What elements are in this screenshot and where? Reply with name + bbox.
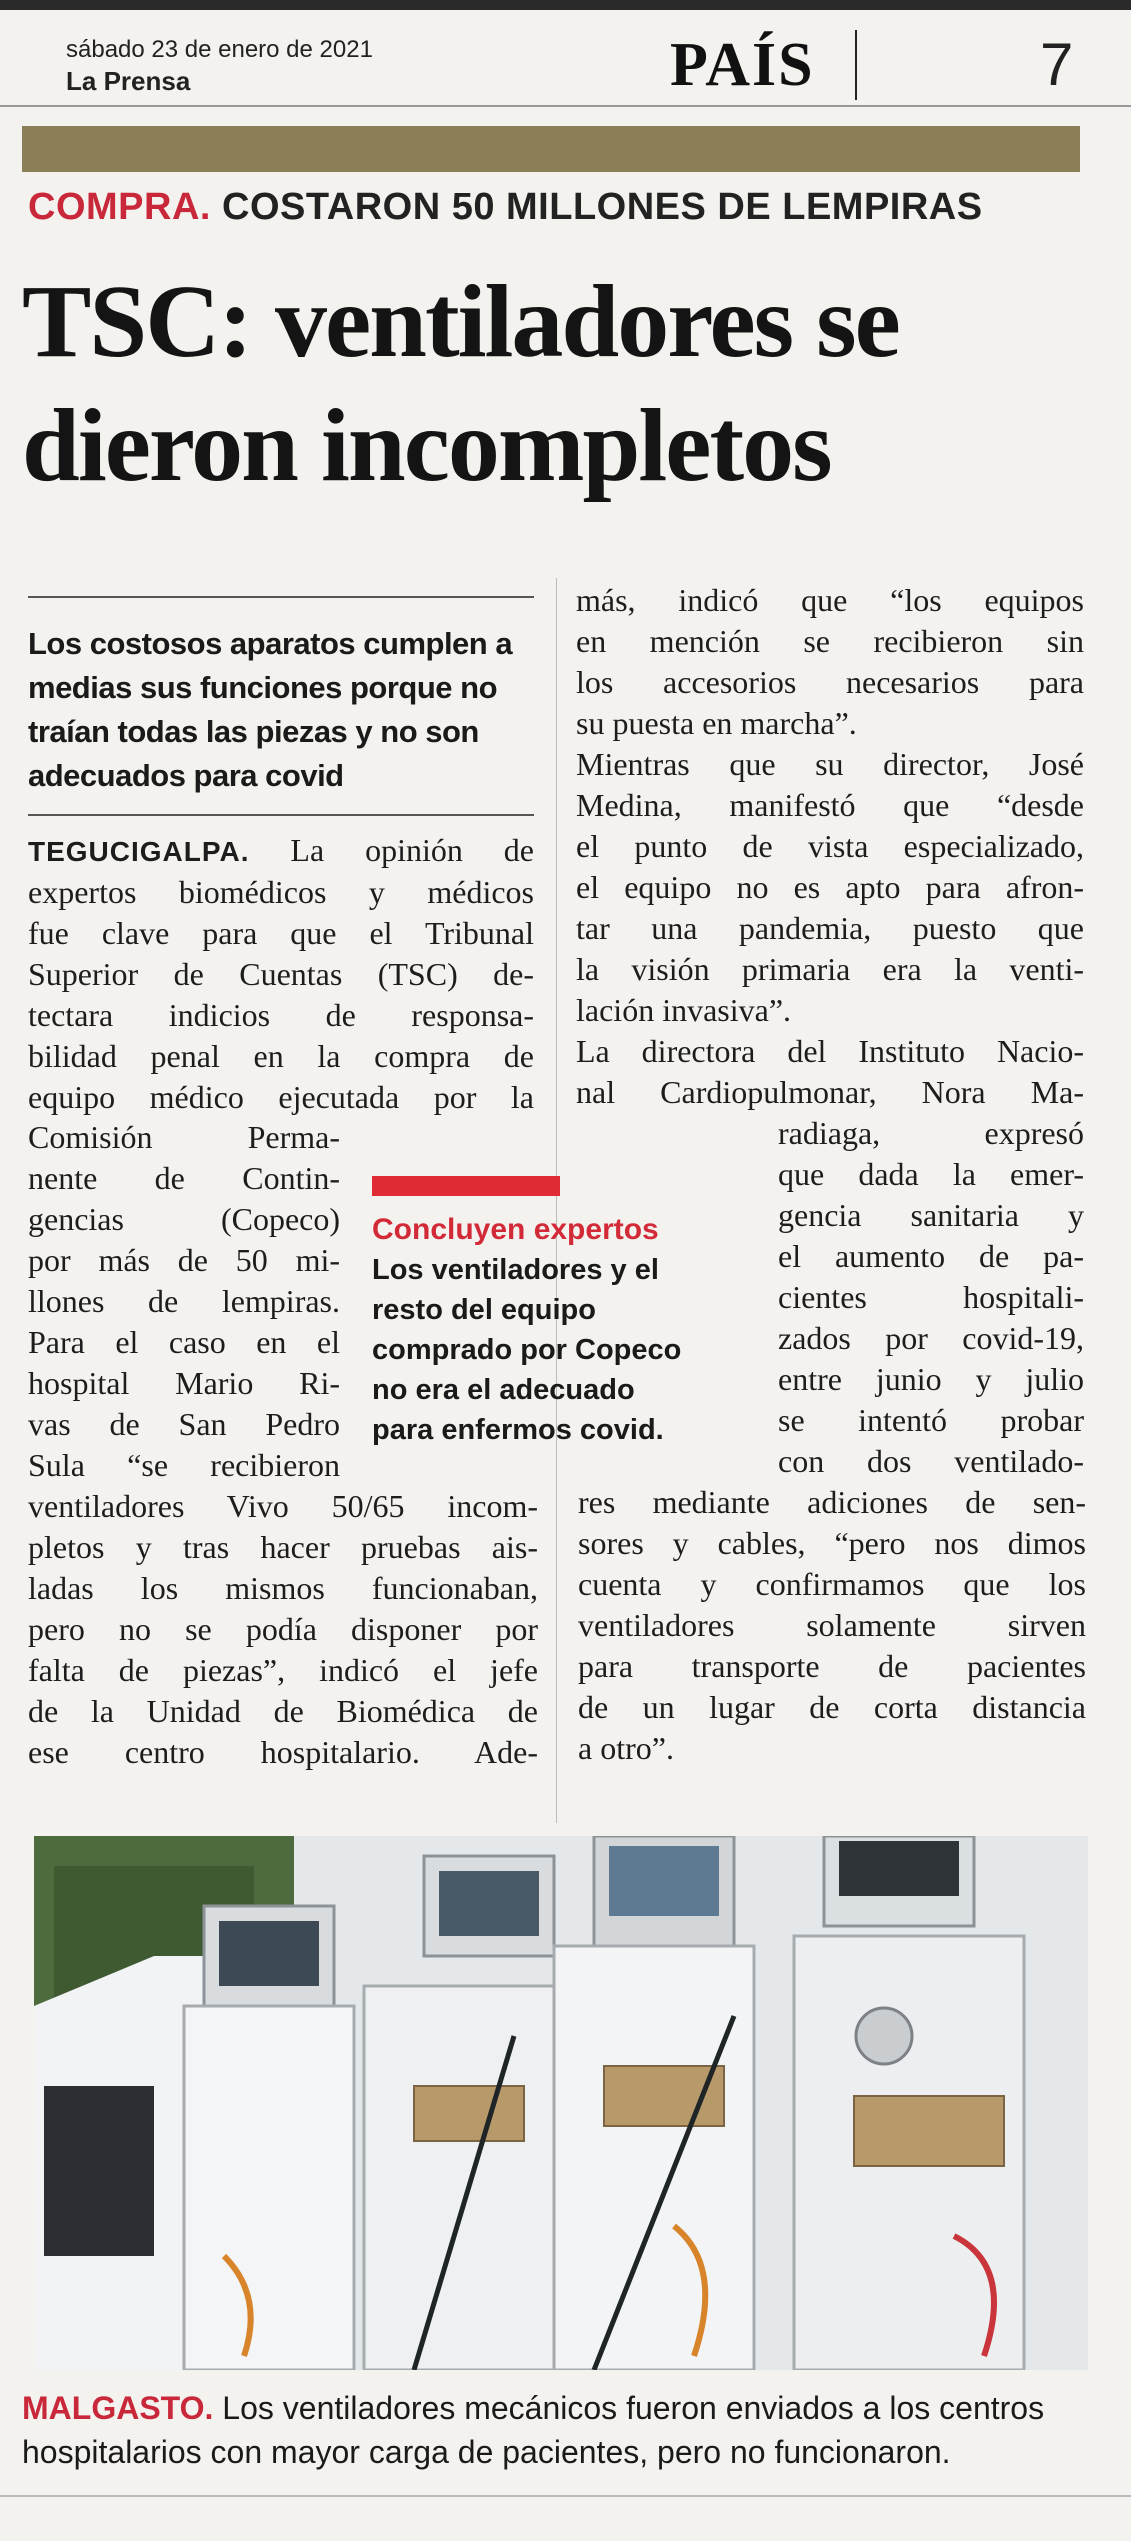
- kicker-text: COSTARON 50 MILLONES DE LEMPIRAS: [222, 186, 983, 228]
- body-line: expertos biomédicos y médicos: [28, 874, 534, 910]
- page-number: 7: [1040, 31, 1074, 98]
- body-line: falta de piezas”, indicó el jefe: [28, 1652, 538, 1688]
- section-title: PAÍS: [670, 31, 815, 99]
- body-line: nente de Contin-: [28, 1160, 340, 1196]
- body-line: el aumento de pa-: [778, 1238, 1084, 1274]
- body-line: La opinión de: [249, 832, 534, 868]
- deck-rule-bottom: [28, 814, 534, 816]
- body-column-2-bottom: [578, 1482, 1086, 1769]
- body-line: se intentó probar: [778, 1402, 1084, 1438]
- section-divider: [855, 30, 857, 100]
- pull-quote-bar: [372, 1176, 560, 1196]
- body-line: tectara indicios de responsa-: [28, 997, 534, 1033]
- photo-caption: [22, 2386, 1112, 2474]
- body-line: por más de 50 mi-: [28, 1242, 340, 1278]
- body-line: Superior de Cuentas (TSC) de-: [28, 956, 534, 992]
- body-line: La directora del Instituto Nacio-: [576, 1033, 1084, 1069]
- headline: [22, 260, 1112, 508]
- body-line: su puesta en marcha”.: [576, 705, 857, 741]
- header-rule: [0, 105, 1131, 107]
- body-line: equipo médico ejecutada por la: [28, 1079, 534, 1115]
- body-line: hospital Mario Ri-: [28, 1365, 340, 1401]
- body-line: a otro”.: [578, 1730, 674, 1766]
- body-line: tar una pandemia, puesto que: [576, 910, 1084, 946]
- kicker-label: COMPRA.: [28, 186, 211, 228]
- body-line: Medina, manifestó que “desde: [576, 787, 1084, 823]
- body-line: más, indicó que “los equipos: [576, 582, 1084, 618]
- body-line: Sula “se recibieron: [28, 1447, 340, 1483]
- headline-line-1: TSC: ventiladores se: [22, 264, 899, 379]
- body-line: Comisión Perma-: [28, 1119, 340, 1155]
- body-line: ventiladores solamente sirven: [578, 1607, 1086, 1643]
- body-line: los accesorios necesarios para: [576, 664, 1084, 700]
- body-line: pletos y tras hacer pruebas ais-: [28, 1529, 538, 1565]
- pull-quote-head: Concluyen expertos: [372, 1213, 659, 1246]
- newspaper-name: La Prensa: [66, 66, 191, 96]
- body-line: bilidad penal en la compra de: [28, 1038, 534, 1074]
- body-line: gencia sanitaria y: [778, 1197, 1084, 1233]
- dateline: TEGUCIGALPA.: [28, 836, 250, 867]
- body-line: radiaga, expresó: [778, 1115, 1084, 1151]
- kicker: [28, 186, 983, 229]
- body-line: nal Cardiopulmonar, Nora Ma-: [576, 1074, 1084, 1110]
- body-line: ese centro hospitalario. Ade-: [28, 1734, 538, 1770]
- pull-quote-text: Los ventiladores y el resto del equipo comprado por Copeco no era el adecuado para enfermos covid.: [372, 1254, 682, 1446]
- body-line: el punto de vista especializado,: [576, 828, 1084, 864]
- issue-date: sábado 23 de enero de 2021: [66, 36, 373, 63]
- masthead-date-block: [66, 36, 373, 97]
- caption-text: Los ventiladores mecánicos fueron enviados a los centros hospitalarios con mayor carga de pacientes, pero no funcionaron.: [22, 2390, 1045, 2470]
- deck-rule-top: [28, 596, 534, 598]
- ventilators-photo: [34, 1836, 1088, 2370]
- bottom-rule: [0, 2495, 1131, 2497]
- body-line: el equipo no es apto para afron-: [576, 869, 1084, 905]
- body-column-2-narrow: [778, 1113, 1084, 1482]
- body-line: para transporte de pacientes: [578, 1648, 1086, 1684]
- body-line: Mientras que su director, José: [576, 746, 1084, 782]
- body-column-1-top: [28, 830, 534, 1118]
- body-line: ladas los mismos funcionaban,: [28, 1570, 538, 1606]
- body-line: lación invasiva”.: [576, 992, 792, 1028]
- body-line: cuenta y confirmamos que los: [578, 1566, 1086, 1602]
- body-line: ventiladores Vivo 50/65 incom-: [28, 1488, 538, 1524]
- pull-quote: [372, 1176, 702, 1450]
- body-line: vas de San Pedro: [28, 1406, 340, 1442]
- body-line: de un lugar de corta distancia: [578, 1689, 1086, 1725]
- body-line: zados por covid-19,: [778, 1320, 1084, 1356]
- body-line: pero no se podía disponer por: [28, 1611, 538, 1647]
- body-line: sores y cables, “pero nos dimos: [578, 1525, 1086, 1561]
- body-line: entre junio y julio: [778, 1361, 1084, 1397]
- body-column-1-narrow: [28, 1117, 340, 1486]
- subheadline-deck: Los costosos aparatos cumplen a medias sus funciones porque no traían todas las piezas y no son adecuados para covid: [28, 626, 513, 793]
- body-line: la visión primaria era la venti-: [576, 951, 1084, 987]
- body-line: llones de lempiras.: [28, 1283, 340, 1319]
- body-line: fue clave para que el Tribunal: [28, 915, 534, 951]
- ventilators-illustration: [34, 1836, 1088, 2370]
- body-line: de la Unidad de Biomédica de: [28, 1693, 538, 1729]
- body-line: cientes hospitali-: [778, 1279, 1084, 1315]
- top-border: [0, 0, 1131, 10]
- body-column-1-bottom: [28, 1486, 538, 1773]
- body-column-2-top: [576, 580, 1084, 1113]
- body-line: en mención se recibieron sin: [576, 623, 1084, 659]
- body-line: res mediante adiciones de sen-: [578, 1484, 1086, 1520]
- decorative-band: [22, 126, 1080, 172]
- body-line: con dos ventilado-: [778, 1443, 1084, 1479]
- headline-line-2: dieron incompletos: [22, 388, 831, 503]
- body-line: gencias (Copeco): [28, 1201, 340, 1237]
- body-line: Para el caso en el: [28, 1324, 340, 1360]
- caption-label: MALGASTO.: [22, 2390, 214, 2426]
- body-line: que dada la emer-: [778, 1156, 1084, 1192]
